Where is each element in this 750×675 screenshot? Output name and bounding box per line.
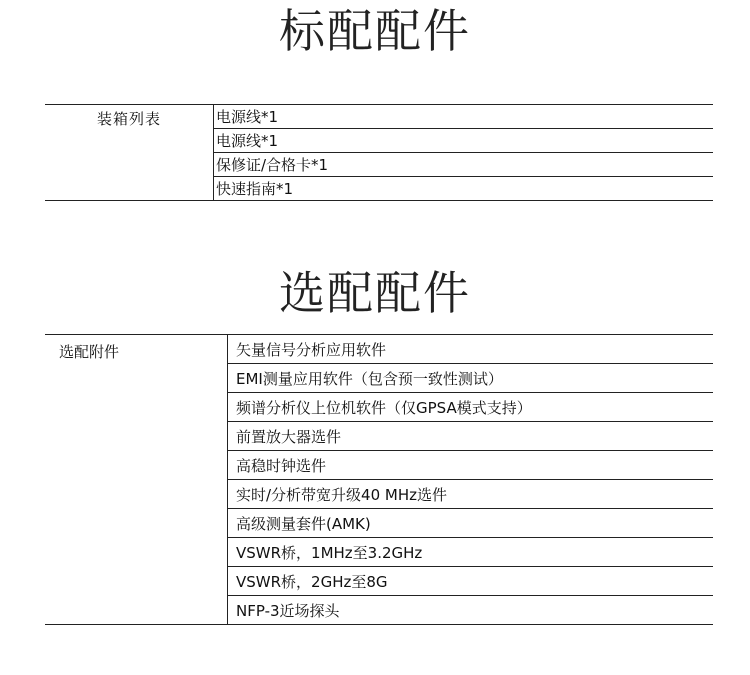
table-row [45,335,713,364]
optional-accessory-item: VSWR桥，1MHz至3.2GHz [228,538,714,567]
standard-accessories-title: 标配配件 [279,4,471,58]
packing-list-item: 保修证/合格卡*1 [214,153,714,177]
packing-list-item: 电源线*1 [214,105,714,129]
packing-list-label: 装箱列表 [45,105,214,201]
optional-accessory-item: EMI测量应用软件（包含预一致性测试） [228,364,714,393]
packing-list-item: 电源线*1 [214,129,714,153]
optional-accessory-item: 高稳时钟选件 [228,451,714,480]
optional-accessory-item: 频谱分析仪上位机软件（仅GPSA模式支持） [228,393,714,422]
standard-accessories-table [45,104,713,201]
optional-accessories-table [45,334,713,625]
optional-accessories-title: 选配配件 [279,266,471,320]
optional-accessory-item: 矢量信号分析应用软件 [228,335,714,364]
packing-list-item: 快速指南*1 [216,180,294,198]
optional-accessory-item: NFP-3近场探头 [236,601,340,620]
optional-accessory-item: VSWR桥，2GHz至8G [228,567,714,596]
optional-accessory-item: 高级测量套件(AMK) [228,509,714,538]
optional-accessory-item: 前置放大器选件 [228,422,714,451]
optional-accessories-label: 选配附件 [45,335,228,625]
optional-accessory-item: 实时/分析带宽升级40 MHz选件 [228,480,714,509]
table-row [45,105,713,129]
